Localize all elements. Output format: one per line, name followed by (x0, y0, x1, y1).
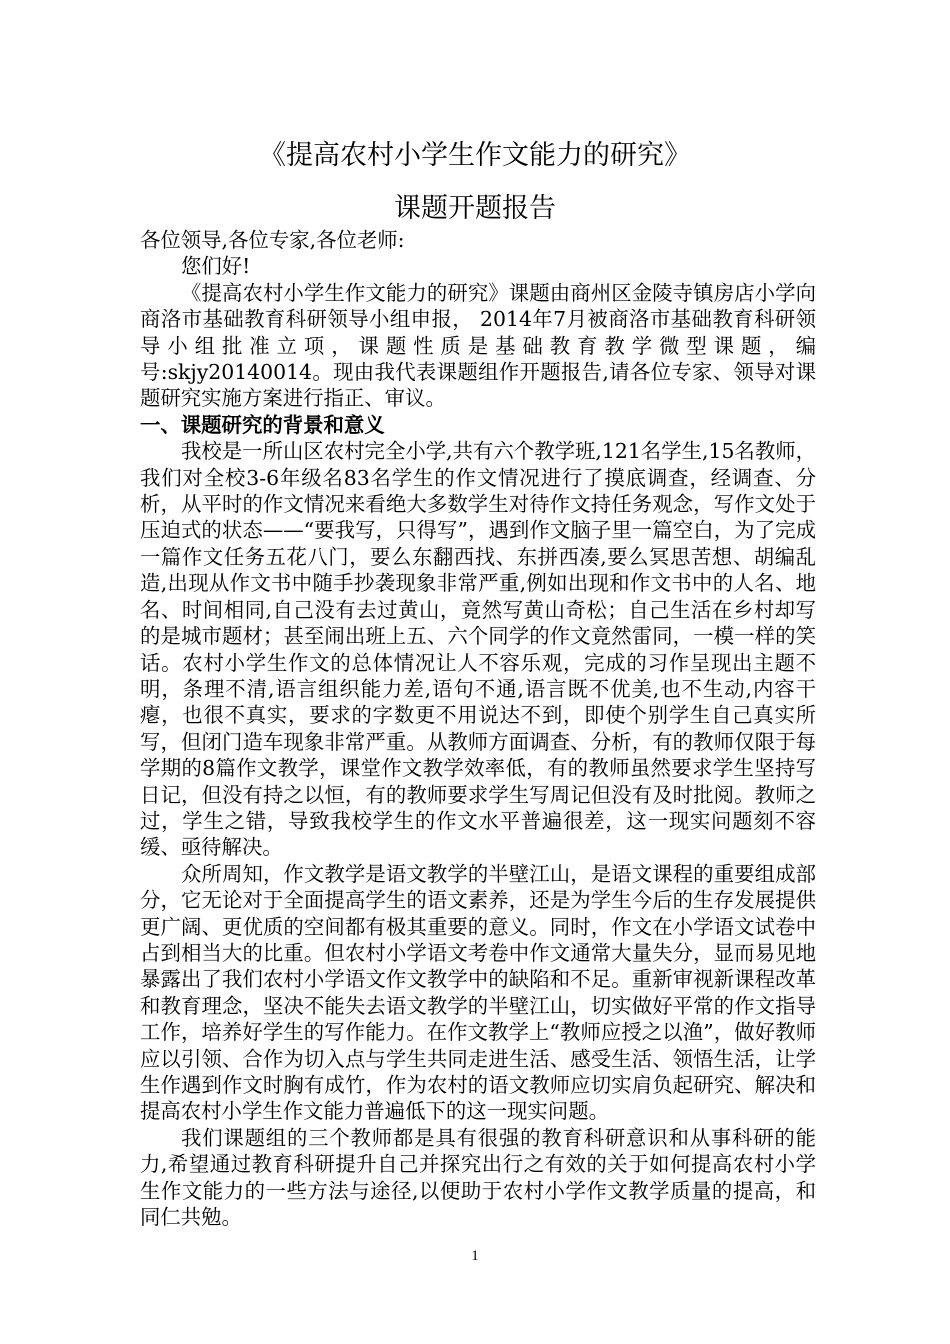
paragraph-2: 众所周知，作文教学是语文教学的半壁江山，是语文课程的重要组成部分，它无论对于全面提高学生的语文素养，还是为学生今后的生存发展提供更广阔、更优质的空间都有极其重要的意义。同时，作文在小学语文试卷中占到相当大的比重。但农村小学语文考卷中作文通常大量失分，显而易见地暴露出了我们农村小学语文作文教学中的缺陷和不足。重新审视新课程改革和教育理念，坚决不能失去语文教学的半壁江山，切实做好平常的作文指导工作，培养好学生的写作能力。在作文教学上“教师应授之以渔”，做好教师应以引领、合作为切入点与学生共同走进生活、感受生活、领悟生活，让学生作遇到作文时胸有成竹，作为农村的语文教师应切实肩负起研究、解决和提高农村小学生作文能力普遍低下的这一现实问题。 (140, 861, 816, 1124)
paragraph-1: 我校是一所山区农村完全小学,共有六个教学班,121名学生,15名教师，我们对全校3-6年级名83名学生的作文情况进行了摸底调查，经调查、分析，从平时的作文情况来看绝大多数学生对待作文持任务观念，写作文处于压迫式的状态——“要我写，只得写”，遇到作文脑子里一篇空白，为了完成一篇作文任务五花八门，要么东翻西找、东拼西凑,要么冥思苦想、胡编乱造,出现从作文书中随手抄袭现象非常严重,例如出现和作文书中的人名、地名、时间相同,自己没有去过黄山，竟然写黄山奇松；自己生活在乡村却写的是城市题材；甚至闹出班上五、六个同学的作文竟然雷同，一模一样的笑话。农村小学生作文的总体情况让人不容乐观，完成的习作呈现出主题不明，条理不清,语言组织能力差,语句不通,语言既不优美,也不生动,内容干瘪，也很不真实，要求的字数更不用说达不到，即使个别学生自己真实所写，但闭门造车现象非常严重。从教师方面调查、分析，有的教师仅限于每学期的8篇作文教学，课堂作文教学效率低，有的教师虽然要求学生坚持写日记，但没有持之以恒，有的教师要求学生写周记但没有及时批阅。教师之过，学生之错，导致我校学生的作文水平普遍很差，这一现实问题刻不容缓、亟待解决。 (140, 439, 816, 860)
document-subtitle: 课题开题报告 (394, 193, 556, 224)
document-title: 《提高农村小学生作文能力的研究》 (259, 140, 691, 171)
page-number: 1 (471, 1248, 479, 1264)
greeting: 您们好! (181, 254, 251, 279)
paragraph-3: 我们课题组的三个教师都是具有很强的教育科研意识和从事科研的能力,希望通过教育科研提升自己并探究出行之有效的关于如何提高农村小学生作文能力的一些方法与途径,以便助于农村小学作文教学质量的提高，和同仁共勉。 (140, 1125, 816, 1230)
intro-paragraph: 《提高农村小学生作文能力的研究》课题由商州区金陵寺镇房店小学向商洛市基础教育科研领导小组申报， 2014年7月被商洛市基础教育科研领导小组批准立项，课题性质是基础教育教学微型课题，编号:skjy20140014。现由我代表课题组作开题报告,请各位专家、领导对课题研究实施方案进行指正、审议。 (140, 280, 816, 411)
document-body (140, 227, 816, 1230)
section-heading: 一、课题研究的背景和意义 (140, 412, 385, 437)
salutation: 各位领导,各位专家,各位老师: (140, 228, 405, 252)
